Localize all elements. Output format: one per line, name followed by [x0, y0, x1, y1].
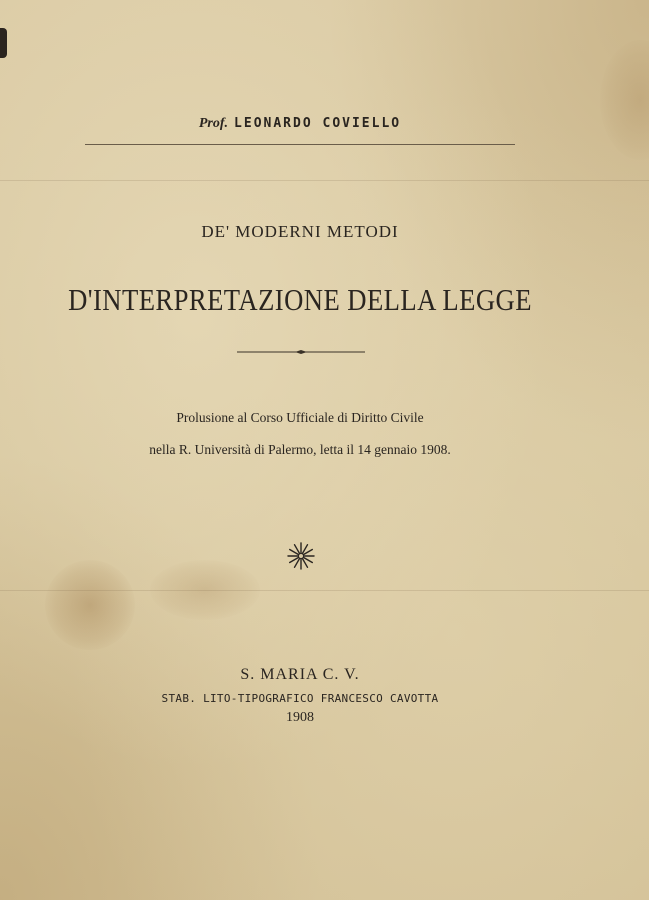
author-rule	[85, 144, 515, 145]
page-title: D'INTERPRETAZIONE DELLA LEGGE	[68, 282, 532, 317]
publication-year: 1908	[286, 710, 314, 725]
water-stain	[600, 40, 649, 160]
description-line-1: Prolusione al Corso Ufficiale di Diritto Civile	[176, 410, 424, 425]
author-prefix: Prof.	[198, 116, 229, 131]
subtitle: DE' MODERNI METODI	[201, 222, 399, 241]
author-line	[0, 116, 600, 132]
printer-name: STAB. LITO-TIPOGRAFICO FRANCESCO CAVOTTA	[161, 692, 439, 705]
paper-crease	[0, 590, 649, 591]
publication-place: S. MARIA C. V.	[240, 666, 360, 683]
author-name: LEONARDO COVIELLO	[234, 116, 402, 131]
sunburst-ornament-icon	[285, 540, 317, 572]
corner-mark	[0, 28, 7, 58]
description-line-2: nella R. Università di Palermo, letta il 14 gennaio 1908.	[149, 442, 451, 457]
paper-crease	[0, 180, 649, 181]
ornamental-divider	[237, 349, 365, 355]
water-stain	[45, 560, 135, 650]
